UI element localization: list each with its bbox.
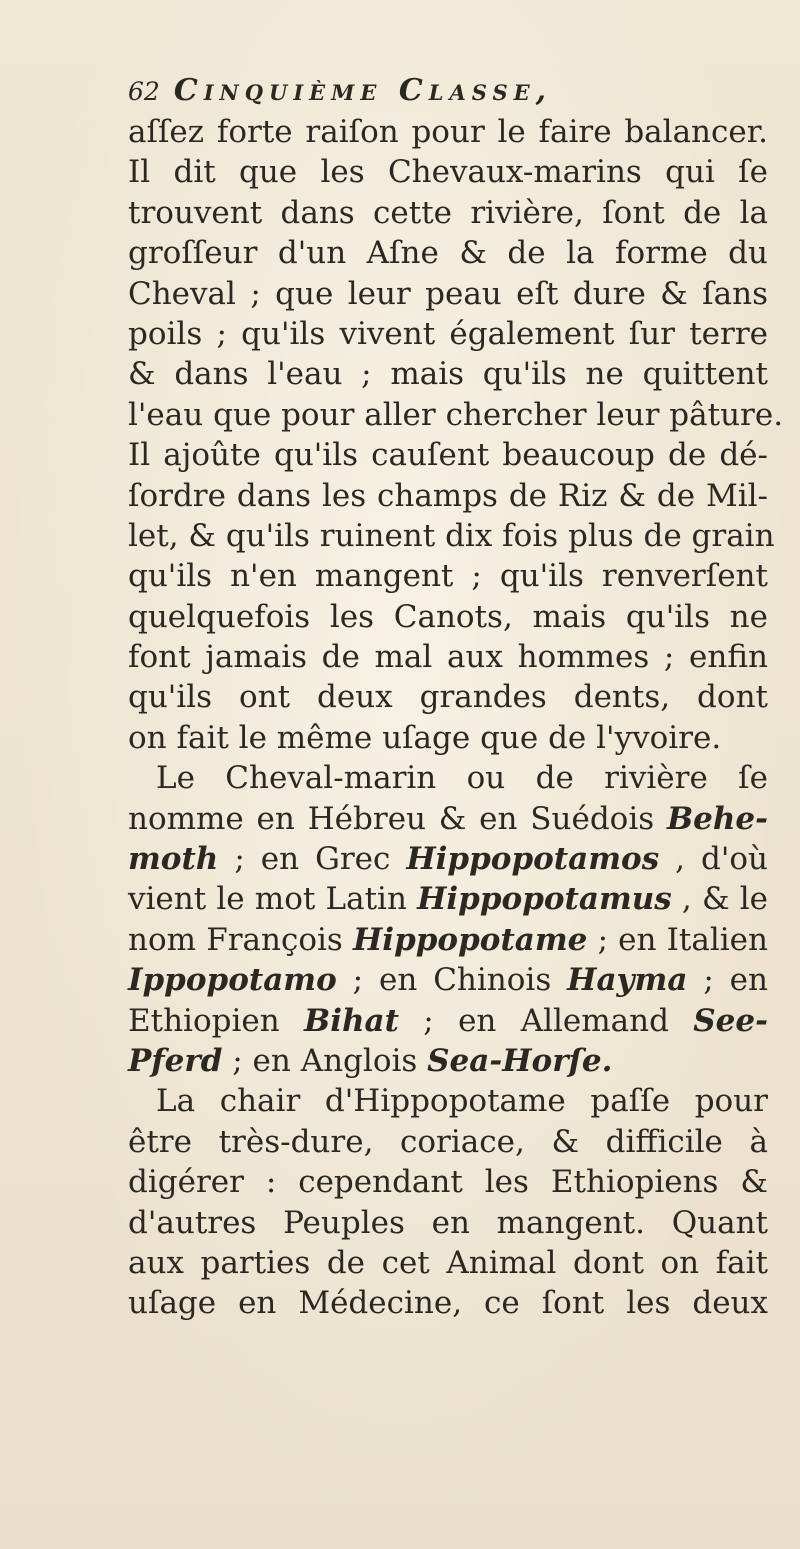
italic-term: moth bbox=[128, 841, 219, 878]
text-line bbox=[128, 112, 768, 152]
text-segment: & dans l'eau ; mais qu'ils ne quittent bbox=[128, 356, 768, 393]
text-line bbox=[128, 354, 768, 394]
italic-term: Hippopotamos bbox=[406, 841, 660, 878]
text-line bbox=[128, 1283, 768, 1323]
text-line bbox=[128, 314, 768, 354]
text-segment: on fait le même uſage que de l'yvoire. bbox=[128, 719, 722, 756]
text-line bbox=[128, 1081, 768, 1121]
text-segment: ; en Anglois bbox=[222, 1042, 428, 1079]
text-segment: let, & qu'ils ruinent dix fois plus de grain bbox=[128, 517, 775, 554]
text-line bbox=[128, 1001, 768, 1041]
text-segment: Cheval ; que leur peau eſt dure & ſans bbox=[128, 275, 768, 312]
text-line bbox=[128, 718, 768, 758]
text-line bbox=[128, 758, 768, 798]
italic-term: Pferd bbox=[128, 1042, 223, 1079]
text-segment: ; en Grec bbox=[218, 841, 407, 878]
text-segment: digérer : cependant les Ethiopiens & bbox=[128, 1164, 768, 1201]
text-line bbox=[128, 597, 768, 637]
page-text bbox=[128, 70, 784, 1324]
text-line bbox=[128, 1243, 768, 1283]
text-segment: qu'ils n'en mangent ; qu'ils renverſent bbox=[128, 558, 768, 595]
italic-term: Bihat bbox=[304, 1002, 399, 1039]
text-segment: La chair d'Hippopotame paſſe pour bbox=[156, 1083, 768, 1120]
text-line bbox=[128, 879, 768, 919]
text-segment: nom François bbox=[128, 921, 353, 958]
text-line bbox=[128, 637, 768, 677]
body-text bbox=[128, 112, 784, 1324]
text-segment: font jamais de mal aux hommes ; enfin bbox=[128, 639, 768, 676]
text-segment: groſſeur d'un Aſne & de la forme du bbox=[128, 235, 768, 272]
text-line bbox=[128, 799, 768, 839]
text-segment: Il ajoûte qu'ils cauſent beaucoup de dé- bbox=[128, 437, 768, 474]
text-segment: qu'ils ont deux grandes dents, dont bbox=[128, 679, 768, 716]
text-line bbox=[128, 556, 768, 596]
text-line bbox=[128, 1203, 768, 1243]
italic-term: Hayma bbox=[567, 962, 688, 999]
text-segment: aſſez forte raiſon pour le faire balancer. bbox=[128, 114, 768, 150]
text-line bbox=[128, 920, 768, 960]
text-segment: vient le mot Latin bbox=[128, 881, 418, 918]
text-line bbox=[128, 233, 768, 273]
text-segment: , d'où bbox=[659, 841, 768, 878]
text-segment: quelquefois les Canots, mais qu'ils ne bbox=[128, 598, 768, 635]
italic-term: Ippopotamo bbox=[128, 962, 337, 999]
text-line bbox=[128, 1162, 768, 1202]
italic-term: See- bbox=[693, 1002, 768, 1039]
text-segment: ſordre dans les champs de Riz & de Mil- bbox=[128, 477, 768, 514]
text-segment: d'autres Peuples en mangent. Quant bbox=[128, 1204, 768, 1241]
italic-term: Hippopotame bbox=[353, 921, 588, 958]
text-segment: nomme en Hébreu & en Suédois bbox=[128, 800, 667, 837]
text-segment: Il dit que les Chevaux-marins qui ſe bbox=[128, 154, 768, 191]
italic-term: Behe- bbox=[666, 800, 768, 837]
text-segment: trouvent dans cette rivière, ſont de la bbox=[128, 194, 768, 231]
italic-term: Sea-Horſe. bbox=[427, 1042, 613, 1079]
text-segment: l'eau que pour aller chercher leur pâture. bbox=[128, 396, 784, 433]
text-segment: ; en Allemand bbox=[398, 1002, 694, 1039]
text-line bbox=[128, 274, 768, 314]
text-line bbox=[128, 152, 768, 192]
text-segment: Le Cheval-marin ou de rivière ſe bbox=[156, 760, 768, 797]
text-segment: Ethiopien bbox=[128, 1002, 305, 1039]
text-line bbox=[128, 960, 768, 1000]
text-segment: être très-dure, coriace, & difficile à bbox=[128, 1123, 768, 1160]
text-line bbox=[128, 677, 768, 717]
text-segment: aux parties de cet Animal dont on fait bbox=[128, 1244, 768, 1281]
page-number: 62 bbox=[128, 77, 160, 106]
page-header bbox=[128, 70, 768, 112]
text-segment: , & le bbox=[671, 881, 768, 918]
text-line bbox=[128, 516, 775, 556]
text-segment: ; en Italien bbox=[587, 921, 768, 958]
text-line bbox=[128, 395, 784, 435]
text-line bbox=[128, 1041, 768, 1081]
text-segment: poils ; qu'ils vivent également ſur terre bbox=[128, 315, 768, 352]
text-line bbox=[128, 1122, 768, 1162]
text-segment: ; en Chinois bbox=[336, 962, 568, 999]
text-line bbox=[128, 476, 768, 516]
running-title: Cinquième Classe, bbox=[173, 73, 553, 108]
text-line bbox=[128, 435, 768, 475]
text-segment: ; en bbox=[687, 962, 768, 999]
text-segment: uſage en Médecine, ce ſont les deux bbox=[128, 1285, 768, 1322]
text-line bbox=[128, 193, 768, 233]
italic-term: Hippopotamus bbox=[417, 881, 672, 918]
text-line bbox=[128, 839, 768, 879]
